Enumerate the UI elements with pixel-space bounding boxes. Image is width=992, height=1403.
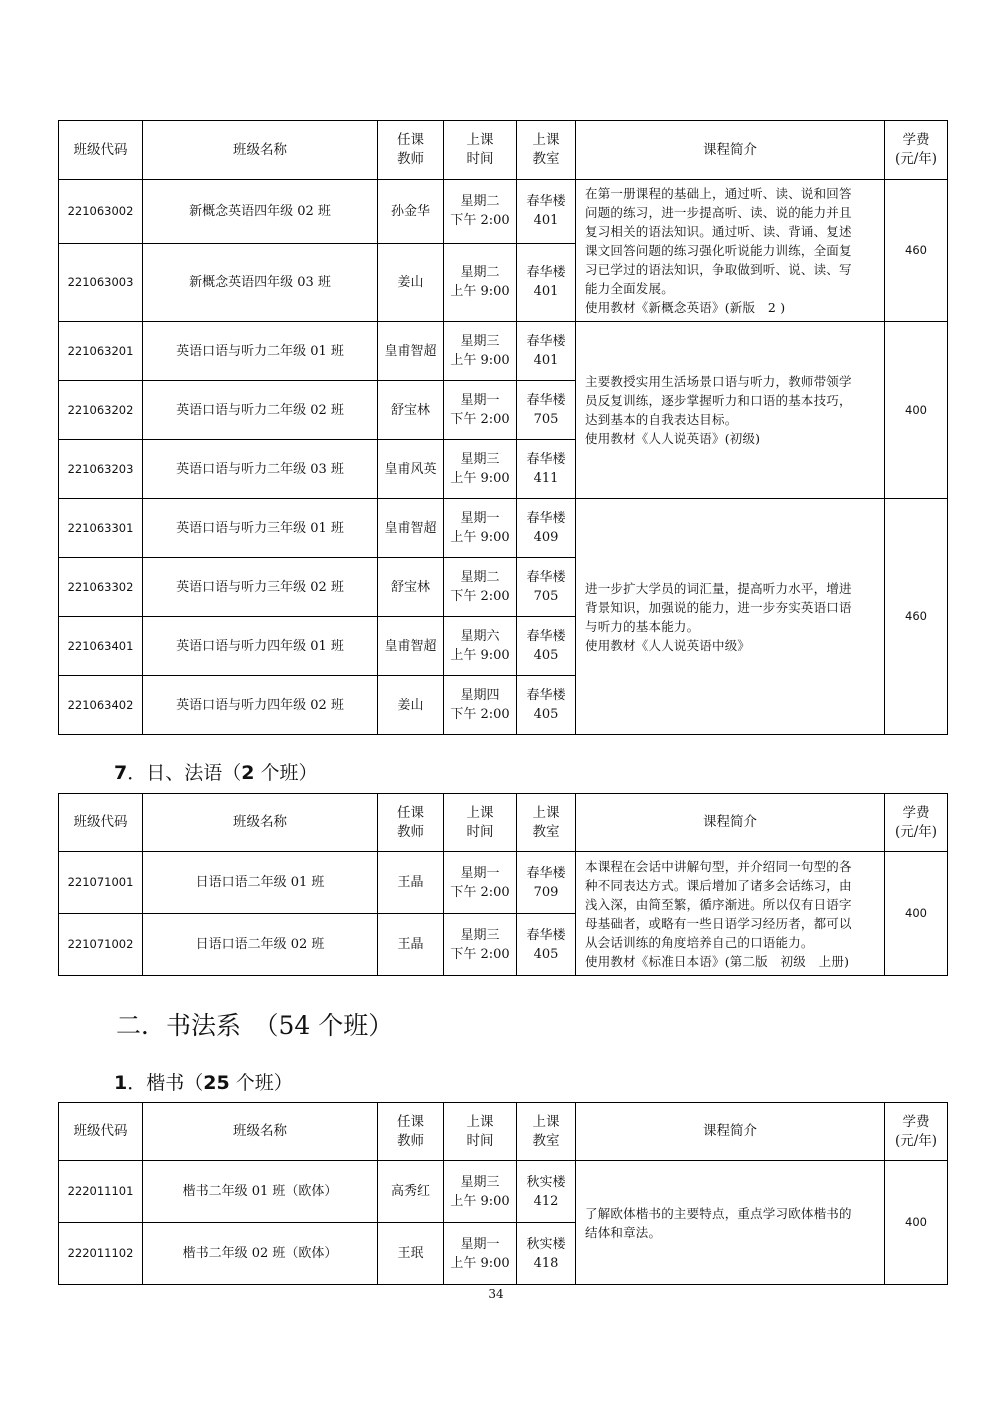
time-line: 上午 9:00 [450,353,510,368]
header-line: 教师 [397,1132,424,1149]
class-time [444,1161,517,1223]
description-line: 习已学过的语法知识，争取做到听、说、读、写 [585,262,852,277]
header-time [444,1103,517,1161]
header-line: 学费 [902,1113,930,1130]
section-number: 7 [114,762,128,784]
description-line: 使用教材《人人说英语中级》 [585,637,751,653]
class-time [444,1223,517,1285]
room-line: 418 [533,1255,559,1271]
description-line: 达到基本的自我表达目标。 [585,412,738,427]
description-line: 与听力的基本能力。 [585,618,700,634]
header-name: 班级名称 [143,794,378,852]
header-row [59,794,948,852]
course-table-english [58,120,948,735]
classroom [517,381,576,440]
section-number: 1 [114,1072,128,1094]
header-description: 课程简介 [576,794,885,852]
teacher: 皇甫风英 [378,440,444,499]
time-line: 上午 9:00 [450,648,510,663]
header-line: 时间 [466,823,494,840]
room-line: 411 [533,471,559,486]
room-line: 春华楼 [526,393,566,408]
table-row [59,499,948,558]
class-count: 2 [241,762,255,784]
tuition-fee: 400 [885,1161,948,1285]
time-line: 上午 9:00 [450,530,510,545]
time-line: 星期六 [460,629,500,644]
time-line: 星期二 [460,570,500,585]
room-line: 405 [533,648,559,663]
time-line: 上午 9:00 [450,1255,510,1271]
class-time [444,499,517,558]
room-line: 秋实楼 [526,1236,566,1252]
room-line: 春华楼 [526,265,566,281]
header-name: 班级名称 [143,121,378,180]
description-line: 了解欧体楷书的主要特点，重点学习欧体楷书的 [585,1205,852,1221]
class-code: 222011102 [59,1223,143,1285]
teacher: 王珉 [378,1223,444,1285]
header-name: 班级名称 [143,1103,378,1161]
header-line: 上课 [532,1113,560,1130]
class-name: 新概念英语四年级 03 班 [143,243,378,321]
header-room [517,1103,576,1161]
class-time [444,440,517,499]
header-time [444,121,517,180]
class-name: 英语口语与听力三年级 02 班 [143,558,378,617]
header-line: 教师 [397,823,424,840]
class-count: 25 [203,1072,230,1094]
room-line: 401 [533,213,559,229]
class-name: 楷书二年级 01 班（欧体） [143,1161,378,1223]
class-name: 英语口语与听力二年级 03 班 [143,440,378,499]
header-time [444,794,517,852]
time-line: 下午 2:00 [450,213,510,229]
time-line: 下午 2:00 [450,589,510,604]
class-time [444,676,517,735]
course-table-japanese [58,793,948,976]
description-line: 员反复训练，逐步掌握听力和口语的基本技巧， [585,393,852,408]
class-code: 221063401 [59,617,143,676]
table-row [59,180,948,244]
classroom [517,558,576,617]
header-room [517,794,576,852]
teacher: 皇甫智超 [378,322,444,381]
room-line: 春华楼 [526,570,566,585]
table-row [59,322,948,381]
room-line: 709 [533,884,559,900]
time-line: 星期四 [460,688,500,703]
course-description [576,180,885,322]
teacher: 舒宝林 [378,558,444,617]
header-line: 教室 [532,823,560,840]
course-description [576,1161,885,1285]
header-line: 时间 [466,1132,494,1149]
description-line: 课文回答问题的练习强化听说能力训练，全面复 [585,243,852,258]
header-line: 上课 [466,804,494,821]
table-row [59,852,948,914]
time-line: 星期二 [460,194,500,210]
time-line: 星期三 [460,334,500,349]
room-line: 405 [533,707,559,722]
teacher: 皇甫智超 [378,499,444,558]
header-line: 上课 [532,132,560,148]
section-tail: 个班） [229,1072,293,1094]
header-fee [885,121,948,180]
header-line: 上课 [466,1113,494,1130]
header-line: 教室 [532,151,560,167]
room-line: 春华楼 [526,688,566,703]
teacher: 舒宝林 [378,381,444,440]
time-line: 星期三 [460,452,500,467]
header-line: 时间 [466,151,494,167]
classroom [517,499,576,558]
classroom [517,914,576,976]
department-heading-calligraphy: 二．书法系 （54 个班） [116,1011,394,1040]
class-code: 221063201 [59,322,143,381]
page-number: 34 [488,1287,504,1301]
class-name: 楷书二年级 02 班（欧体） [143,1223,378,1285]
classroom [517,180,576,244]
class-name: 英语口语与听力二年级 01 班 [143,322,378,381]
room-line: 春华楼 [526,927,566,943]
class-name: 新概念英语四年级 02 班 [143,180,378,244]
header-row [59,1103,948,1161]
section-heading-japanese-french [114,758,318,785]
room-line: 春华楼 [526,334,566,349]
room-line: 春华楼 [526,629,566,644]
header-teacher [378,794,444,852]
tuition-fee: 400 [885,322,948,499]
description-line: 复习相关的语法知识。通过听、读、背诵、复述 [585,224,852,239]
header-line: 上课 [466,132,494,148]
description-line: 在第一册课程的基础上，通过听、读、说和回答 [585,186,852,201]
classroom [517,617,576,676]
teacher: 王晶 [378,914,444,976]
description-line: 结体和章法。 [585,1224,662,1240]
class-time [444,558,517,617]
tuition-fee: 460 [885,499,948,735]
course-description [576,499,885,735]
description-line: 使用教材《人人说英语》(初级) [585,431,761,446]
teacher: 姜山 [378,676,444,735]
header-code: 班级代码 [59,1103,143,1161]
class-time [444,322,517,381]
section-title: ．楷书（ [127,1072,204,1094]
header-line: (元/年) [894,151,938,167]
header-row [59,121,948,180]
header-description: 课程简介 [576,1103,885,1161]
table-row [59,1161,948,1223]
room-line: 705 [533,412,559,427]
class-code: 221071002 [59,914,143,976]
tuition-fee: 460 [885,180,948,322]
course-table-calligraphy [58,1102,948,1285]
classroom [517,322,576,381]
class-code: 221063003 [59,243,143,321]
description-line: 从会话训练的角度培养自己的口语能力。 [585,934,814,950]
time-line: 下午 2:00 [450,884,510,900]
class-name: 日语口语二年级 01 班 [143,852,378,914]
course-description [576,852,885,976]
room-line: 405 [533,946,559,962]
section-title: ．日、法语（ [127,762,242,784]
description-line: 能力全面发展。 [585,281,674,296]
description-line: 主要教授实用生活场景口语与听力，教师带领学 [585,374,852,389]
class-time [444,180,517,244]
class-time [444,381,517,440]
time-line: 下午 2:00 [450,412,510,427]
description-line: 使用教材《标准日本语》(第二版 初级 上册) [585,953,850,969]
classroom [517,1161,576,1223]
class-name: 英语口语与听力三年级 01 班 [143,499,378,558]
teacher: 孙金华 [378,180,444,244]
class-name: 英语口语与听力四年级 01 班 [143,617,378,676]
time-line: 上午 9:00 [450,1193,510,1209]
header-code: 班级代码 [59,121,143,180]
teacher: 姜山 [378,243,444,321]
class-name: 英语口语与听力二年级 02 班 [143,381,378,440]
time-line: 星期一 [460,511,500,526]
room-line: 705 [533,589,559,604]
classroom [517,243,576,321]
class-time [444,243,517,321]
time-line: 星期二 [460,265,500,281]
class-code: 221063302 [59,558,143,617]
time-line: 星期三 [460,1174,500,1190]
time-line: 星期一 [460,1236,500,1252]
room-line: 412 [533,1193,559,1209]
course-description [576,322,885,499]
time-line: 上午 9:00 [450,471,510,486]
header-line: 任课 [397,804,424,821]
teacher: 皇甫智超 [378,617,444,676]
classroom [517,676,576,735]
room-line: 401 [533,353,559,368]
room-line: 春华楼 [526,865,566,881]
header-line: 学费 [902,132,930,148]
header-teacher [378,1103,444,1161]
time-line: 上午 9:00 [450,284,510,300]
header-line: (元/年) [894,1132,938,1149]
section-heading-kaishu [114,1068,293,1095]
header-line: 任课 [397,1113,424,1130]
class-code: 221063002 [59,180,143,244]
class-name: 英语口语与听力四年级 02 班 [143,676,378,735]
teacher: 王晶 [378,852,444,914]
header-line: 学费 [902,804,930,821]
class-time [444,914,517,976]
class-time [444,617,517,676]
description-line: 种不同表达方式。课后增加了诸多会话练习，由 [585,877,852,893]
header-line: (元/年) [894,823,938,840]
class-code: 221063203 [59,440,143,499]
room-line: 409 [533,530,559,545]
header-code: 班级代码 [59,794,143,852]
room-line: 春华楼 [526,452,566,467]
class-code: 222011101 [59,1161,143,1223]
time-line: 下午 2:00 [450,946,510,962]
classroom [517,1223,576,1285]
tuition-fee: 400 [885,852,948,976]
time-line: 星期一 [460,865,500,881]
description-line: 本课程在会话中讲解句型，并介绍同一句型的各 [585,858,852,874]
header-line: 上课 [532,804,560,821]
description-line: 问题的练习，进一步提高听、读、说的能力并且 [585,205,852,220]
room-line: 401 [533,284,559,300]
time-line: 星期三 [460,927,500,943]
class-time [444,852,517,914]
classroom [517,852,576,914]
class-code: 221071001 [59,852,143,914]
description-line: 母基础者，或略有一些日语学习经历者，都可以 [585,915,852,931]
header-fee [885,794,948,852]
description-line: 背景知识，加强说的能力，进一步夯实英语口语 [585,599,852,615]
description-line: 进一步扩大学员的词汇量，提高听力水平，增进 [585,580,852,596]
room-line: 秋实楼 [526,1174,566,1190]
section-tail: 个班） [254,762,318,784]
room-line: 春华楼 [526,194,566,210]
header-line: 教室 [532,1132,560,1149]
teacher: 高秀红 [378,1161,444,1223]
class-code: 221063301 [59,499,143,558]
description-line: 使用教材《新概念英语》(新版 2 ) [585,300,786,315]
header-teacher [378,121,444,180]
class-name: 日语口语二年级 02 班 [143,914,378,976]
header-fee [885,1103,948,1161]
header-room [517,121,576,180]
description-line: 浅入深，由简至繁，循序渐进。所以仅有日语字 [585,896,852,912]
time-line: 下午 2:00 [450,707,510,722]
header-line: 教师 [397,151,424,167]
header-description: 课程简介 [576,121,885,180]
header-line: 任课 [397,132,424,148]
class-code: 221063202 [59,381,143,440]
classroom [517,440,576,499]
room-line: 春华楼 [526,511,566,526]
time-line: 星期一 [460,393,500,408]
class-code: 221063402 [59,676,143,735]
